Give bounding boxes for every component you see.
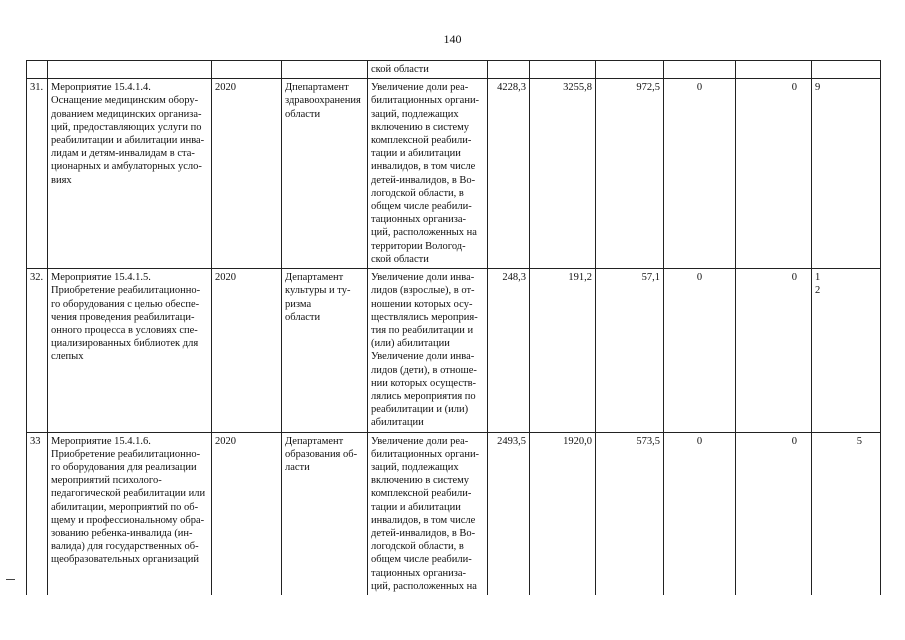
executor-cell: Департамент культуры и ту- ризма области — [282, 269, 368, 432]
margin-mark — [6, 579, 15, 580]
table-row-continuation — [27, 61, 881, 79]
table-row — [27, 269, 881, 432]
cell-year — [212, 61, 282, 79]
value-cell-2: 573,5 — [596, 432, 664, 595]
value-cell-4: 0 — [736, 432, 812, 595]
event-description: Мероприятие 15.4.1.6. Приобретение реабилитационно- го оборудования для реализации мероприятий психолого- педагогической реабилитации или абилитации, мероприятий по об- щему и профессиональному обра- зованию ребенка-инвалида (ин- валида) для государственных об- щеобразовательных организаций — [48, 432, 212, 595]
table-row — [27, 79, 881, 269]
cell-total — [488, 61, 530, 79]
year-cell: 2020 — [212, 79, 282, 269]
cell-executor — [282, 61, 368, 79]
event-description: Мероприятие 15.4.1.5. Приобретение реабилитационно- го оборудования с целью обеспе- чения проведения реабилитаци- онного процесса в условиях спе- циализированных библиотек для слепых — [48, 269, 212, 432]
value-cell-3: 0 — [664, 269, 736, 432]
value-cell-1: 191,2 — [530, 269, 596, 432]
value-cell-1: 3255,8 — [530, 79, 596, 269]
value-cell-4: 0 — [736, 79, 812, 269]
cell-event — [48, 61, 212, 79]
cell-num — [27, 61, 48, 79]
total-cell: 2493,5 — [488, 432, 530, 595]
ref-cell: 5 — [812, 432, 881, 595]
cell-v3 — [664, 61, 736, 79]
cell-v1 — [530, 61, 596, 79]
row-number: 33 — [27, 432, 48, 595]
year-cell: 2020 — [212, 432, 282, 595]
measures-table — [26, 60, 881, 595]
cell-v2 — [596, 61, 664, 79]
value-cell-2: 972,5 — [596, 79, 664, 269]
cell-indicator: ской области — [368, 61, 488, 79]
event-description: Мероприятие 15.4.1.4. Оснащение медицинским обору- дованием медицинских организа- ций, предоставляющих услуги по реабилитации и абилитации инва- лидам и детям-инвалидам в ста- ционарных и амбулаторных усло- виях — [48, 79, 212, 269]
cell-v4 — [736, 61, 812, 79]
table-row — [27, 432, 881, 595]
ref-cell: 1 2 — [812, 269, 881, 432]
row-number: 32. — [27, 269, 48, 432]
value-cell-3: 0 — [664, 432, 736, 595]
value-cell-2: 57,1 — [596, 269, 664, 432]
ref-cell: 9 — [812, 79, 881, 269]
year-cell: 2020 — [212, 269, 282, 432]
indicator-cell: Увеличение доли инва- лидов (взрослые), в от- ношении которых осу- ществлялись мероприя- тия по реабилитации и (или) абилитации Увеличение доли инва- лидов (дети), в отноше- нии которых осуществ- лялись мероприятия по реабилитации и (или) абилитации — [368, 269, 488, 432]
indicator-cell: Увеличение доли реа- билитационных органи- заций, подлежащих включению в систему комплексной реабили- тации и абилитации инвалидов, в том числе детей-инвалидов, в Во- логодской области, в общем числе реабили- тационных организа- ций, расположенных на территории Вологод- ской области — [368, 79, 488, 269]
value-cell-1: 1920,0 — [530, 432, 596, 595]
page-number: 140 — [443, 32, 462, 46]
total-cell: 4228,3 — [488, 79, 530, 269]
value-cell-4: 0 — [736, 269, 812, 432]
value-cell-3: 0 — [664, 79, 736, 269]
total-cell: 248,3 — [488, 269, 530, 432]
cell-ref — [812, 61, 881, 79]
row-number: 31. — [27, 79, 48, 269]
indicator-cell: Увеличение доли реа- билитационных органи- заций, подлежащих включению в систему комплексной реабили- тации и абилитации инвалидов, в том числе детей-инвалидов, в Во- логодской области, в общем числе реабили- тационных организа- ций, расположенных на — [368, 432, 488, 595]
executor-cell: Дпепартамент здравоохранения области — [282, 79, 368, 269]
executor-cell: Департамент образования об- ласти — [282, 432, 368, 595]
